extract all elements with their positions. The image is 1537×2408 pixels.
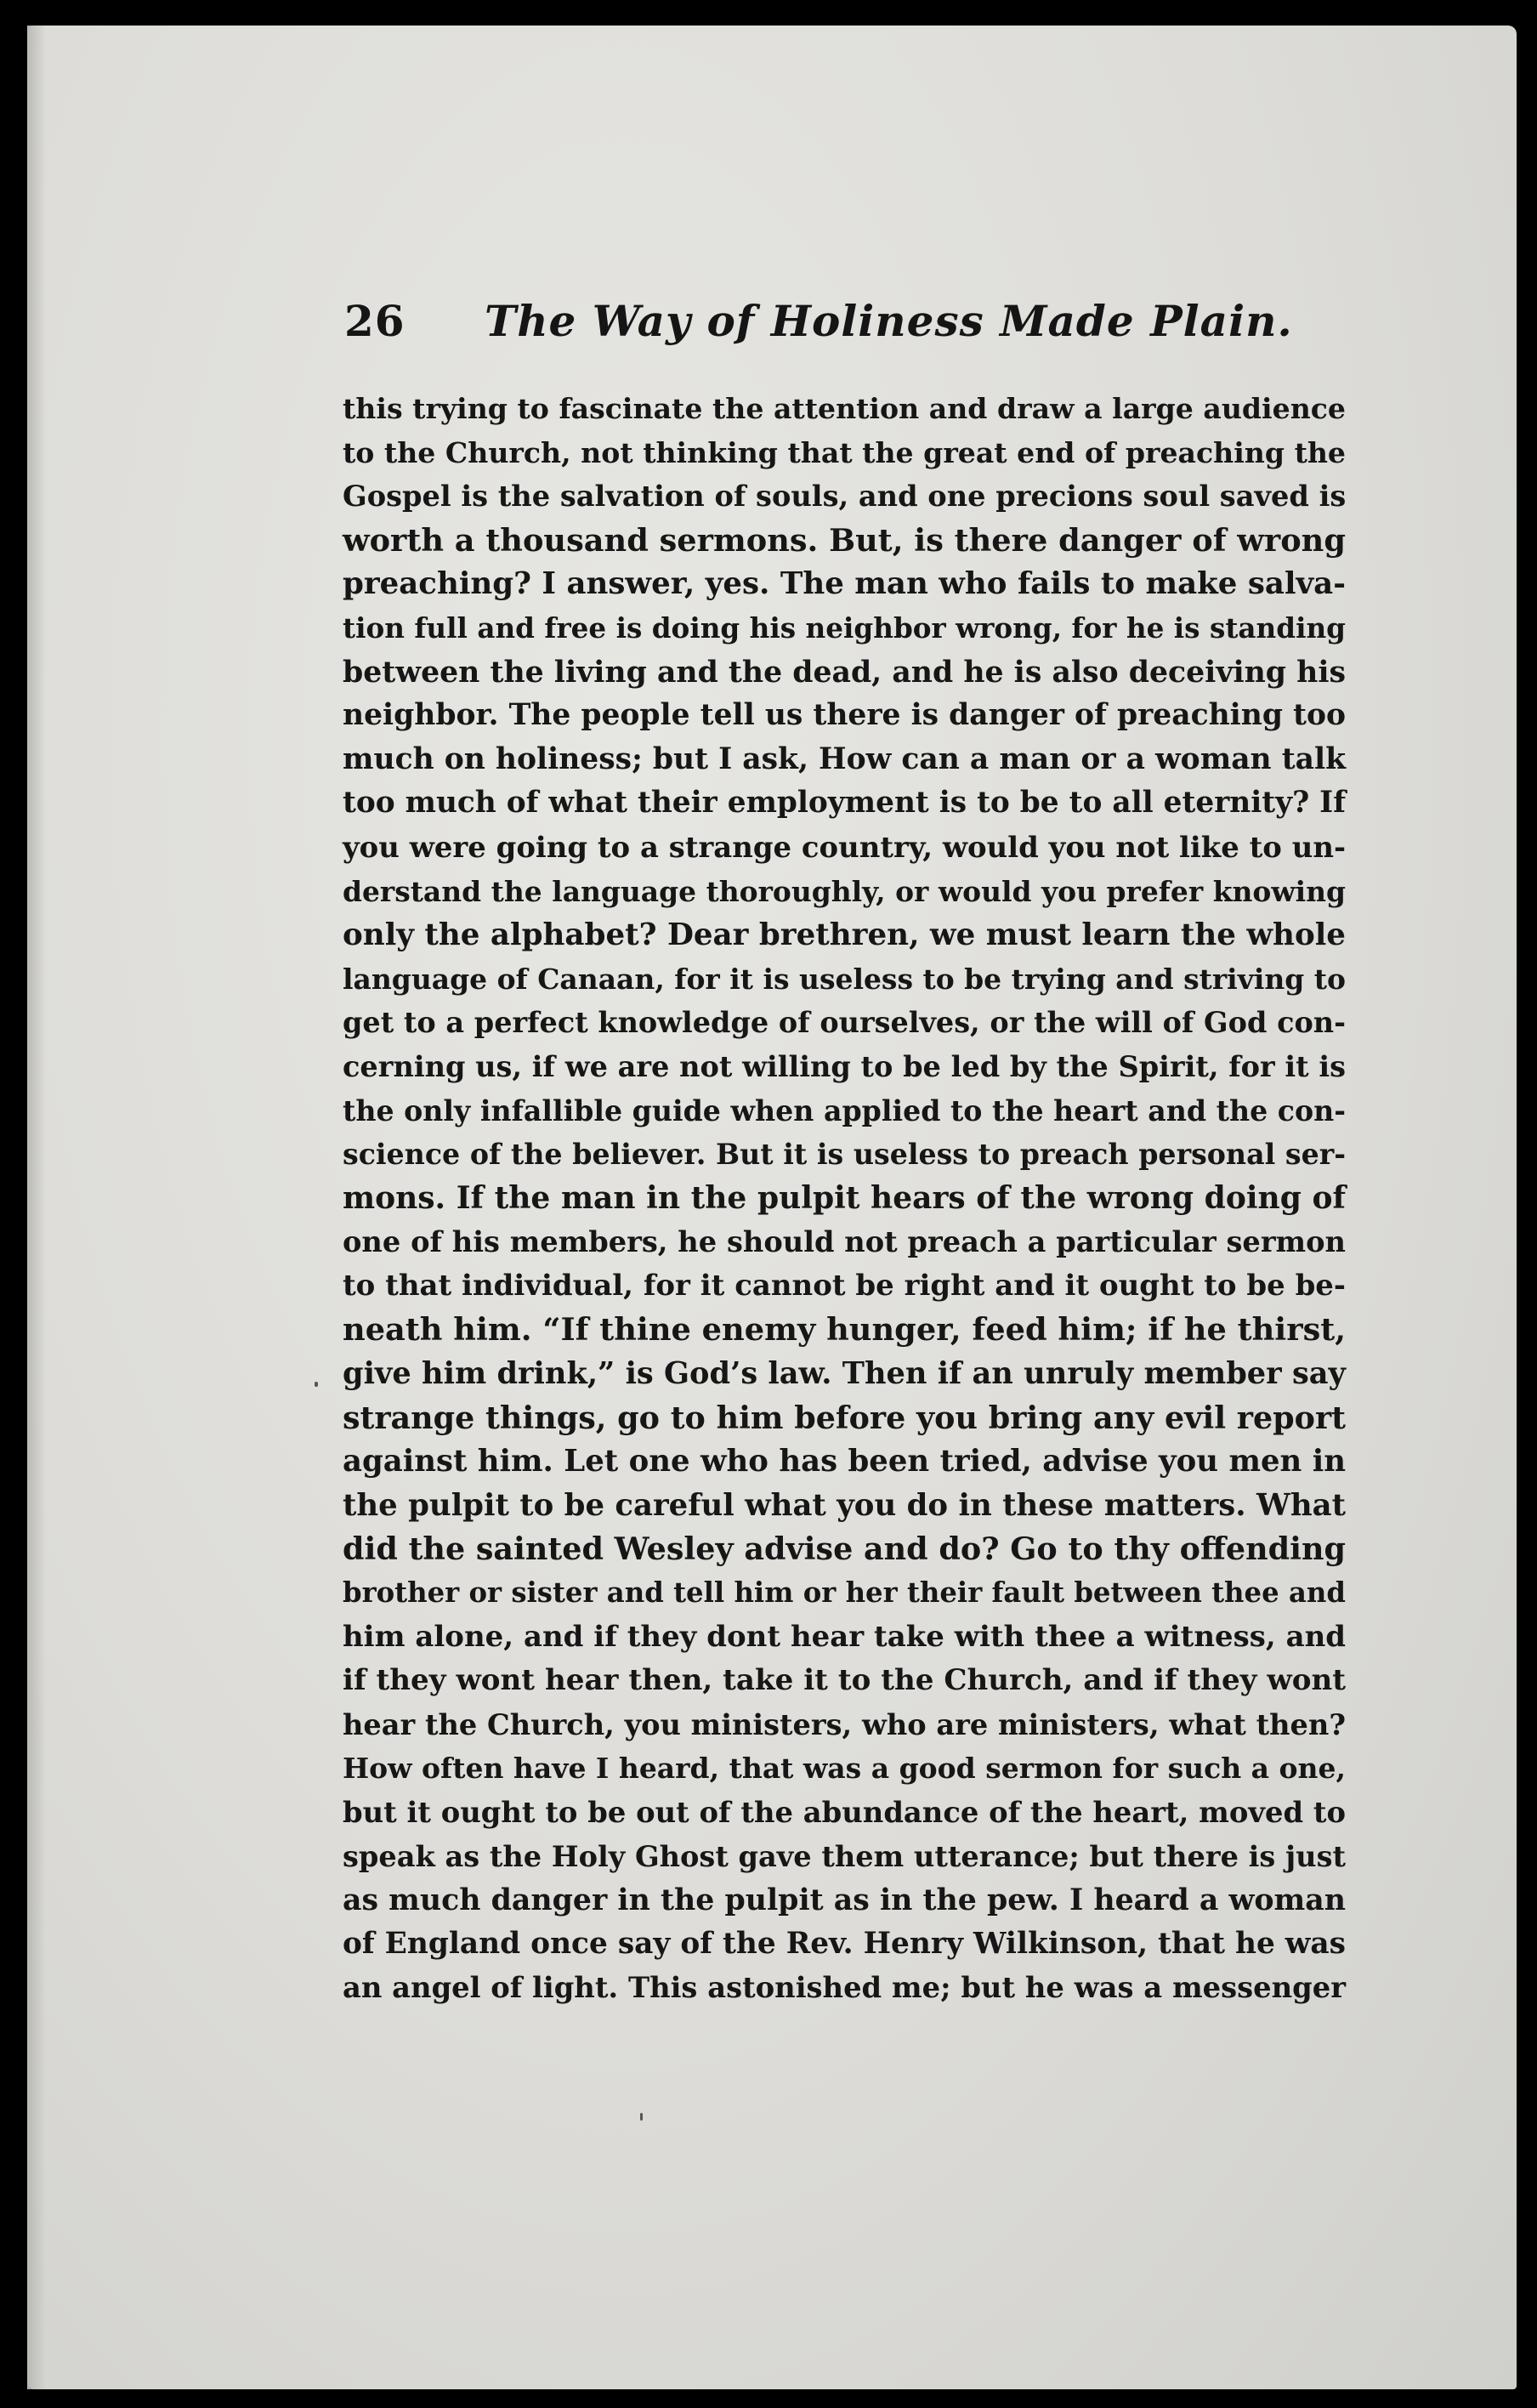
- running-title: The Way of Holiness Made Plain.: [485, 296, 1293, 346]
- page-header: [344, 296, 1347, 364]
- text-line: did the sainted Wesley advise and do? Go to thy offending: [343, 1531, 1346, 1568]
- text-line: too much of what their employment is to be to all eternity? If: [343, 786, 1346, 821]
- page-number: 26: [344, 296, 406, 346]
- paper-speck: [315, 1382, 318, 1387]
- text-line: one of his members, he should not preach a particular sermon: [343, 1224, 1346, 1259]
- text-line: between the living and the dead, and he is also deceiving his: [343, 654, 1346, 690]
- text-line: an angel of light. This astonished me; but he was a messenger: [343, 1970, 1346, 2005]
- text-line: against him. Let one who has been tried, advise you men in: [343, 1444, 1346, 1479]
- text-line: mons. If the man in the pulpit hears of the wrong doing of: [343, 1179, 1346, 1216]
- text-line: but it ought to be out of the abundance of the heart, moved to: [343, 1795, 1346, 1829]
- text-line: derstand the language thoroughly, or would you prefer knowing: [343, 874, 1346, 908]
- text-line: if they wont hear then, take it to the Church, and if they wont: [343, 1663, 1346, 1698]
- text-line: science of the believer. But it is useless to preach personal ser-: [343, 1138, 1346, 1172]
- text-line: hear the Church, you ministers, who are ministers, what then?: [343, 1707, 1346, 1741]
- text-line: neighbor. The people tell us there is danger of preaching too: [343, 698, 1346, 733]
- text-line: to the Church, not thinking that the great end of preaching the: [343, 435, 1346, 469]
- text-line: him alone, and if they dont hear take with thee a witness, and: [343, 1619, 1346, 1654]
- text-line: How often have I heard, that was a good sermon for such a one,: [343, 1752, 1346, 1786]
- text-line: this trying to fascinate the attention and draw a large audience: [343, 392, 1346, 425]
- paper-speck: [640, 2113, 643, 2121]
- text-line: much on holiness; but I ask, How can a man or a woman talk: [343, 741, 1346, 776]
- body-text: [343, 387, 1346, 2010]
- text-line: the only infallible guide when applied to the heart and the con-: [343, 1093, 1347, 1127]
- text-line: neath him. “If thine enemy hunger, feed him; if he thirst,: [343, 1311, 1346, 1349]
- text-line: brother or sister and tell him or her their fault between thee and: [343, 1576, 1346, 1610]
- text-line: you were going to a strange country, would you not like to un-: [343, 829, 1346, 864]
- text-line: tion full and free is doing his neighbor wrong, for he is standing: [343, 611, 1346, 645]
- text-line: the pulpit to be careful what you do in these matters. What: [343, 1487, 1346, 1523]
- text-line: preaching? I answer, yes. The man who fails to make salva-: [343, 566, 1346, 602]
- text-line: Gospel is the salvation of souls, and one precions soul saved is: [343, 479, 1347, 514]
- text-line: as much danger in the pulpit as in the pew. I heard a woman: [343, 1883, 1346, 1918]
- text-line: get to a perfect knowledge of ourselves, or the will of God con-: [343, 1006, 1346, 1040]
- text-line: speak as the Holy Ghost gave them utterance; but there is just: [343, 1838, 1346, 1873]
- page-edge-shadow: [27, 26, 46, 2389]
- text-line: only the alphabet? Dear brethren, we must learn the whole: [343, 917, 1346, 953]
- text-line: strange things, go to him before you bring any evil report: [343, 1399, 1346, 1436]
- text-line: give him drink,” is God’s law. Then if an unruly member say: [343, 1356, 1346, 1392]
- text-line: to that individual, for it cannot be right and it ought to be be-: [343, 1268, 1346, 1303]
- text-line: cerning us, if we are not willing to be led by the Spirit, for it is: [343, 1048, 1346, 1083]
- text-line: language of Canaan, for it is useless to be trying and striving to: [343, 962, 1346, 996]
- text-line: of England once say of the Rev. Henry Wilkinson, that he was: [343, 1926, 1346, 1961]
- text-line: worth a thousand sermons. But, is there danger of wrong: [343, 521, 1346, 559]
